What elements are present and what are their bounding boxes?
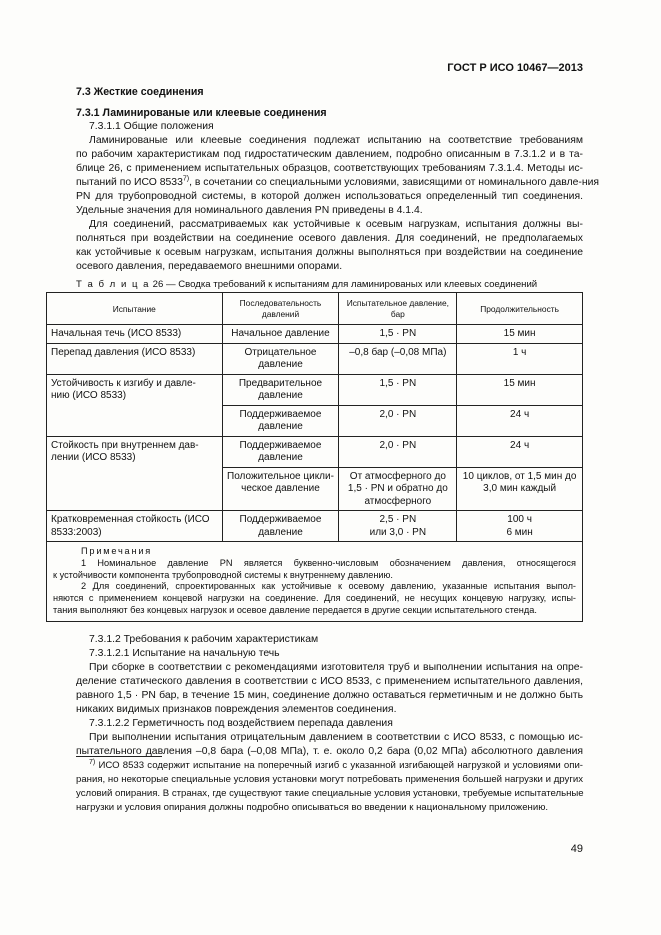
paragraph-line: пытательного давления –0,8 бара (–0,08 МПа), т. е. около 0,2 бара (0,02 МПа) абсолютного давления bbox=[76, 746, 583, 757]
table-row bbox=[47, 325, 583, 344]
footnote-line: рания, но некоторые специальные условия установки могут потребовать применения большей нагрузки и других bbox=[76, 774, 583, 785]
test-cell: Устойчивость к изгибу и давле-нию (ИСО 8533) bbox=[47, 374, 223, 436]
paragraph-line: Удельные значения для номинального давления PN приведены в 4.1.4. bbox=[76, 205, 423, 216]
pressure-cell: 2,0 · PN bbox=[339, 436, 457, 467]
duration-cell: 15 мин bbox=[457, 374, 583, 405]
column-header: Продолжительность bbox=[457, 293, 583, 325]
sequence-cell: Начальное давление bbox=[222, 325, 339, 344]
table-header-row bbox=[47, 293, 583, 325]
paragraph-line: пытаний по ИСО 8533$^{7)}$, в сочетании со специальными условиями, зависящими от номинального давле-ния bbox=[76, 175, 600, 188]
test-cell: Перепад давления (ИСО 8533) bbox=[47, 343, 223, 374]
paragraph-line: PN для трубопроводной системы, в которой должен использоваться определенный тип соединения. bbox=[76, 191, 583, 202]
table-row bbox=[47, 511, 583, 542]
footnote-mark: 7) bbox=[89, 758, 96, 766]
paragraph-line: При сборке в соответствии с рекомендациями изготовителя труб и выполнении испытания на опре- bbox=[89, 662, 583, 673]
duration-cell: 10 циклов, от 1,5 мин до 3,0 мин каждый bbox=[457, 467, 583, 511]
paragraph-line: блице 26, с применением испытательных образцов, соответствующих требованиям 7.3.1.4. Методы ис- bbox=[76, 163, 583, 174]
test-cell: Кратковременная стойкость (ИСО 8533:2003) bbox=[47, 511, 223, 542]
pressure-cell: 2,5 · PN или 3,0 · PN bbox=[339, 511, 457, 542]
paragraph-line: равного 1,5 · PN бар, в течение 15 мин, соединение должно оставаться герметичным и не должно быть bbox=[76, 690, 583, 701]
column-header: Испытательное давление, бар bbox=[339, 293, 457, 325]
table-notes: Примечания 1 Номинальное давление PN является буквенно-числовым обозначением давления, относящегося к устойчивости компонента трубопроводной системы к внутреннему давлению. 2 Для соединений, спроектированных как устойчивые к осевому давлению, указанные испытания выпол- няются с применением концевой нагрузки на соединение. Для соединений, не несущих концевую нагрузку, испы- тания выполняют без концевых нагрузок и осевое давление передается в другие секции испытательного стенда. bbox=[47, 542, 583, 622]
sequence-cell: Поддерживаемое давление bbox=[222, 436, 339, 467]
paragraph-line: по рабочим характеристикам под гидростатическим давлением, подробно описанным в 7.3.1.2 и в та- bbox=[76, 149, 583, 160]
table-caption: Т а б л и ц а 26 — Сводка требований к испытаниям для ламинированых или клеевых соединений bbox=[76, 279, 538, 290]
notes-title: Примечания bbox=[81, 546, 153, 556]
section-heading-7-3-1: 7.3.1 Ламинированые или клеевые соединения bbox=[76, 107, 327, 119]
paragraph-line: никаких видимых признаков повреждения элементов соединения. bbox=[76, 704, 397, 715]
pressure-cell: От атмосферного до 1,5 · PN и обратно до атмосферного bbox=[339, 467, 457, 511]
paragraph-line: как устойчивые к осевым нагрузкам, испытания должны выполняться при воздействии на соединение bbox=[76, 247, 583, 258]
pressure-cell: –0,8 бар (–0,08 МПа) bbox=[339, 343, 457, 374]
paragraph-line: полняться при воздействии на соединение осевого давления. Для соединений, не предполагаемых bbox=[76, 233, 583, 244]
page-number: 49 bbox=[570, 843, 583, 855]
pressure-cell: 1,5 · PN bbox=[339, 374, 457, 405]
sequence-cell: Предварительное давление bbox=[222, 374, 339, 405]
column-header: Испытание bbox=[47, 293, 223, 325]
paragraph-line: осевого давления, передаваемого внешними опорами. bbox=[76, 261, 343, 272]
column-header: Последовательность давлений bbox=[222, 293, 339, 325]
sequence-cell: Отрицательное давление bbox=[222, 343, 339, 374]
table-row bbox=[47, 436, 583, 467]
paragraph-line: Ламинированые или клеевые соединения подлежат испытанию на соответствие требованиям bbox=[89, 135, 583, 146]
table-row bbox=[47, 374, 583, 405]
subsection-heading-7-3-1-1: 7.3.1.1 Общие положения bbox=[89, 121, 214, 132]
subsection-heading-7-3-1-2-2: 7.3.1.2.2 Герметичность под воздействием перепада давления bbox=[89, 718, 393, 729]
sequence-cell: Положительное цикли-ческое давление bbox=[222, 467, 339, 511]
table-row bbox=[47, 343, 583, 374]
footnote-line: нагрузки и условия опирания должны подробно описываться во введении к национальному приложению. bbox=[76, 802, 549, 813]
paragraph-line: При выполнении испытания отрицательным давлением в соответствии с ИСО 8533, с помощью ис- bbox=[89, 732, 583, 743]
paragraph-line: Для соединений, рассматриваемых как устойчивые к осевым нагрузкам, испытания должны вы- bbox=[89, 219, 583, 230]
footnote-ref[interactable]: 7) bbox=[182, 175, 190, 183]
table-notes-row bbox=[47, 542, 583, 622]
pressure-cell: 2,0 · PN bbox=[339, 405, 457, 436]
sequence-cell: Поддерживаемое давление bbox=[222, 511, 339, 542]
test-cell: Начальная течь (ИСО 8533) bbox=[47, 325, 223, 344]
test-cell: Стойкость при внутреннем дав-лении (ИСО 8533) bbox=[47, 436, 223, 511]
footnote-line: условий опирания. В странах, где существуют такие специальные условия установки, требуемые испытательные bbox=[76, 788, 584, 799]
duration-cell: 24 ч bbox=[457, 436, 583, 467]
paragraph-line: деление статического давления в соответствии с ИСО 8533, с применением испытательного давления, bbox=[76, 676, 583, 687]
duration-cell: 15 мин bbox=[457, 325, 583, 344]
footnote-line: $^{7)}$ ИСО 8533 содержит испытание на поперечный изгиб с указанной изгибающей нагрузкой и условиями опи- bbox=[89, 758, 583, 771]
duration-cell: 24 ч bbox=[457, 405, 583, 436]
subsection-heading-7-3-1-2: 7.3.1.2 Требования к рабочим характеристикам bbox=[89, 634, 319, 645]
pressure-cell: 1,5 · PN bbox=[339, 325, 457, 344]
footnote-divider bbox=[76, 756, 162, 757]
section-heading-7-3: 7.3 Жесткие соединения bbox=[76, 86, 204, 98]
sequence-cell: Поддерживаемое давление bbox=[222, 405, 339, 436]
subsection-heading-7-3-1-2-1: 7.3.1.2.1 Испытание на начальную течь bbox=[89, 648, 280, 659]
duration-cell: 1 ч bbox=[457, 343, 583, 374]
test-requirements-table bbox=[46, 292, 583, 622]
duration-cell: 100 ч 6 мин bbox=[457, 511, 583, 542]
document-id-header: ГОСТ Р ИСО 10467—2013 bbox=[447, 62, 583, 74]
